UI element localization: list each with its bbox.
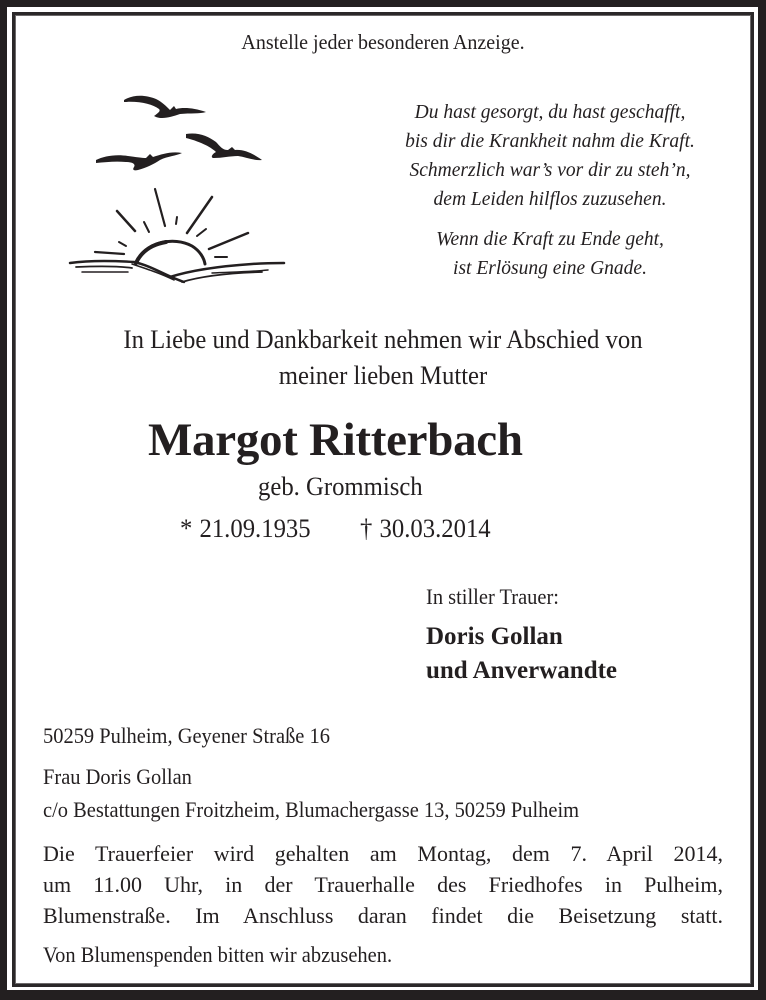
bird-icon [186,133,262,160]
mourning-label: In stiller Trauer: [426,584,559,609]
poem-line: Schmerzlich war’s vor dir zu steh’n, [409,160,691,181]
bird-icon [96,152,182,170]
poem-line: bis dir die Krankheit nahm die Kraft. [405,131,695,152]
intro-line: meiner lieben Mutter [278,361,488,390]
ceremony-line: Die Trauerfeier wird gehalten am Montag, dem 7. April 2014, [43,841,723,866]
bird-icon [124,96,206,118]
poem-line: ist Erlösung eine Gnade. [453,258,647,279]
farewell-intro [19,322,747,394]
death-date: † 30.03.2014 [360,514,491,543]
contact-line: c/o Bestattungen Froitzheim, Blumachergasse 13, 50259 Pulheim [43,797,580,822]
poem-line: dem Leiden hilflos zuzusehen. [433,189,667,210]
birth-date: * 21.09.1935 [180,514,311,543]
birds-over-sunset-icon [62,86,292,292]
ceremony-details [43,838,723,931]
flowers-note: Von Blumenspenden bitten wir abzusehen. [43,942,393,967]
maiden-name: geb. Grommisch [258,472,423,501]
poem-line: Du hast gesorgt, du hast geschafft, [414,102,686,123]
poem-stanza-1 [360,98,740,214]
life-dates [180,514,491,544]
contact-address [43,760,579,826]
home-address: 50259 Pulheim, Geyener Straße 16 [43,723,330,748]
deceased-name: Margot Ritterbach [148,414,523,466]
notice-header: Anstelle jeder besonderen Anzeige. [241,30,525,54]
mourners-names [426,620,617,688]
mourner-name: Doris Gollan [426,623,563,650]
poem-line: Wenn die Kraft zu Ende geht, [436,229,664,250]
poem-stanza-2 [360,225,740,283]
contact-line: Frau Doris Gollan [43,764,192,789]
ceremony-line: Blumenstraße. Im Anschluss daran findet die Beisetzung statt. [43,903,723,928]
ceremony-line: um 11.00 Uhr, in der Trauerhalle des Friedhofes in Pulheim, [43,872,723,897]
mourner-name: und Anverwandte [426,657,618,684]
intro-line: In Liebe und Dankbarkeit nehmen wir Abschied von [123,325,643,354]
